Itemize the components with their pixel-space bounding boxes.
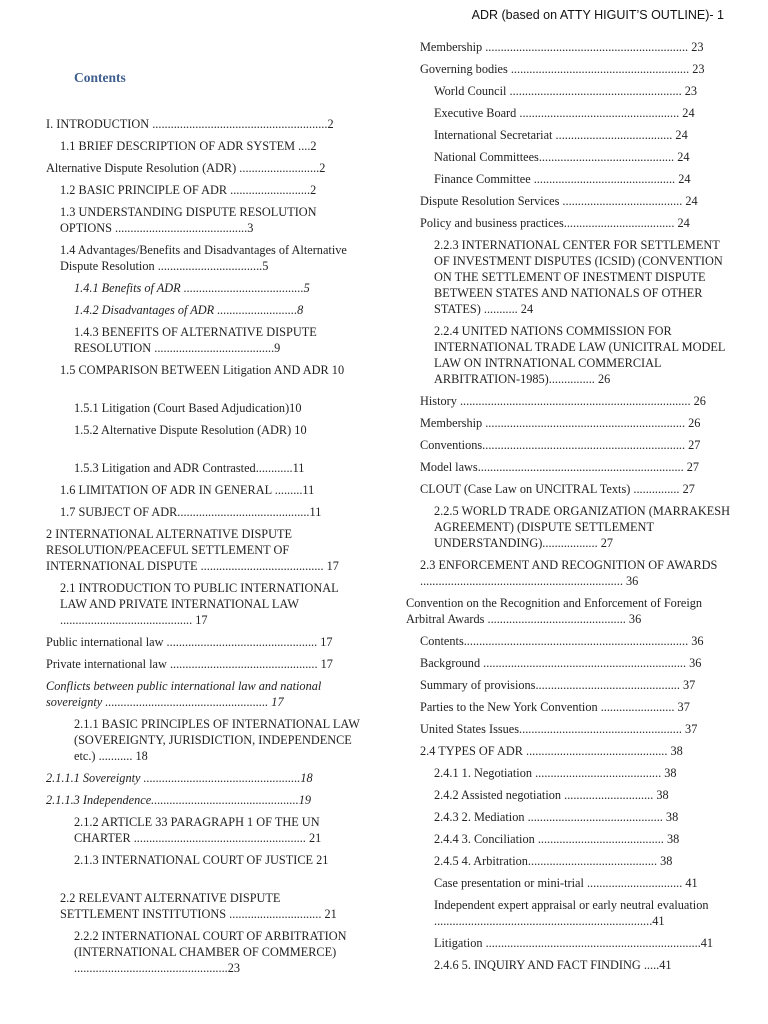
toc-entry[interactable]: Policy and business practices.................................... 24 <box>420 216 690 230</box>
toc-entry[interactable]: 2.4 TYPES OF ADR .............................................. 38 <box>420 744 683 758</box>
toc-entry[interactable]: Membership ................................................................. 26 <box>420 416 701 430</box>
toc-entry[interactable]: 1.5.1 Litigation (Court Based Adjudication)10 <box>74 401 302 415</box>
toc-entry[interactable]: 2.2.5 WORLD TRADE ORGANIZATION (MARRAKESH AGREEMENT) (DISPUTE SETTLEMENT UNDERSTANDING).................. 27 <box>434 504 731 550</box>
toc-entry[interactable]: 1.6 LIMITATION OF ADR IN GENERAL .........11 <box>60 483 315 497</box>
toc-entry[interactable]: Parties to the New York Convention ........................ 37 <box>420 700 690 714</box>
toc-entry[interactable]: 1.4.3 BENEFITS OF ALTERNATIVE DISPUTE RESOLUTION .......................................9 <box>74 325 317 355</box>
toc-entry[interactable]: 2.1.1.1 Sovereignty ...................................................18 <box>46 771 313 785</box>
toc-entry[interactable]: 2.2.3 INTERNATIONAL CENTER FOR SETTLEMENT OF INVESTMENT DISPUTES (ICSID) (CONVENTION ON THE SETTLEMENT OF INESTMENT DISPUTE BETWEEN STATES AND NATIONALS OF OTHER STATES) ........... 24 <box>434 238 723 316</box>
toc-entry[interactable]: 2.1 INTRODUCTION TO PUBLIC INTERNATIONAL LAW AND PRIVATE INTERNATIONAL LAW ........................................... 17 <box>60 581 339 627</box>
toc-entry[interactable]: Dispute Resolution Services ....................................... 24 <box>420 194 698 208</box>
toc-entry[interactable]: 1.4.2 Disadvantages of ADR ..........................8 <box>74 303 304 317</box>
toc-entry[interactable]: 1.5 COMPARISON BETWEEN Litigation AND ADR 10 <box>60 363 345 377</box>
toc-entry[interactable]: Executive Board .................................................... 24 <box>434 106 695 120</box>
toc-entry[interactable]: History ........................................................................... 26 <box>420 394 706 408</box>
toc-entry[interactable]: United States Issues..................................................... 37 <box>420 722 698 736</box>
toc-entry[interactable]: 2.1.3 INTERNATIONAL COURT OF JUSTICE 21 <box>74 853 329 867</box>
toc-entry[interactable]: 2.4.4 3. Conciliation ......................................... 38 <box>434 832 680 846</box>
toc-entry[interactable]: 2.3 ENFORCEMENT AND RECOGNITION OF AWARDS .................................................................. 36 <box>420 558 718 588</box>
toc-entry[interactable]: Finance Committee .............................................. 24 <box>434 172 691 186</box>
toc-entry[interactable]: Convention on the Recognition and Enforcement of Foreign Arbitral Awards ............................................. 36 <box>406 596 703 626</box>
toc-entry[interactable]: I. INTRODUCTION .........................................................2 <box>46 117 334 131</box>
toc-entry[interactable]: 2.1.1 BASIC PRINCIPLES OF INTERNATIONAL LAW (SOVEREIGNTY, JURISDICTION, INDEPENDENCE etc.) ........... 18 <box>74 717 360 763</box>
toc-entry[interactable]: Background .................................................................. 36 <box>420 656 702 670</box>
toc-entry[interactable]: 1.5.2 Alternative Dispute Resolution (ADR) 10 <box>74 423 307 437</box>
toc-entry[interactable]: CLOUT (Case Law on UNCITRAL Texts) ............... 27 <box>420 482 695 496</box>
toc-entry[interactable]: National Committees............................................ 24 <box>434 150 690 164</box>
toc-entry[interactable]: Conflicts between public international law and national sovereignty ..................................................... 17 <box>46 679 322 709</box>
toc-entry[interactable]: Independent expert appraisal or early neutral evaluation .......................................................................41 <box>434 898 709 928</box>
toc-entry[interactable]: 2.4.2 Assisted negotiation ............................. 38 <box>434 788 669 802</box>
toc-entry[interactable]: 2 INTERNATIONAL ALTERNATIVE DISPUTE RESOLUTION/PEACEFUL SETTLEMENT OF INTERNATIONAL DISPUTE ........................................ 17 <box>46 527 339 573</box>
toc-entry[interactable]: 1.2 BASIC PRINCIPLE OF ADR ..........................2 <box>60 183 317 197</box>
toc-entry[interactable]: World Council ........................................................ 23 <box>434 84 698 98</box>
toc-entry[interactable]: 2.1.1.3 Independence................................................19 <box>46 793 312 807</box>
toc-entry[interactable]: International Secretariat ...................................... 24 <box>434 128 688 142</box>
page-header: ADR (based on ATTY HIGUIT’S OUTLINE)- 1 <box>471 8 724 22</box>
toc-entry[interactable]: 1.4.1 Benefits of ADR .......................................5 <box>74 281 310 295</box>
toc-entry[interactable]: 2.2.4 UNITED NATIONS COMMISSION FOR INTERNATIONAL TRADE LAW (UNICITRAL MODEL LAW ON INTRNATIONAL COMMERCIAL ARBITRATION-1985)............... 26 <box>434 324 725 386</box>
toc-entry[interactable]: 1.3 UNDERSTANDING DISPUTE RESOLUTION OPTIONS ...........................................3 <box>60 205 317 235</box>
toc-entry[interactable]: 1.4 Advantages/Benefits and Disadvantages of Alternative Dispute Resolution ..................................5 <box>60 243 347 273</box>
toc-entry[interactable]: 1.1 BRIEF DESCRIPTION OF ADR SYSTEM ....2 <box>60 139 317 153</box>
toc-entry[interactable]: Governing bodies .......................................................... 23 <box>420 62 705 76</box>
contents-heading: Contents <box>74 70 126 85</box>
toc-entry[interactable]: Private international law ................................................ 17 <box>46 657 333 671</box>
toc-entry[interactable]: Contents......................................................................... 36 <box>420 634 704 648</box>
toc-entry[interactable]: 2.4.3 2. Mediation ............................................ 38 <box>434 810 679 824</box>
toc-entry[interactable]: 2.2 RELEVANT ALTERNATIVE DISPUTE SETTLEMENT INSTITUTIONS .............................. 21 <box>60 891 337 921</box>
toc-entry[interactable]: Alternative Dispute Resolution (ADR) ..........................2 <box>46 161 326 175</box>
toc-entry[interactable]: Membership .................................................................. 23 <box>420 40 704 54</box>
toc-entry[interactable]: 1.5.3 Litigation and ADR Contrasted............11 <box>74 461 305 475</box>
toc-entry[interactable]: 1.7 SUBJECT OF ADR...........................................11 <box>60 505 322 519</box>
toc-entry[interactable]: Model laws................................................................... 27 <box>420 460 700 474</box>
toc-entry[interactable]: Litigation ......................................................................41 <box>434 936 714 950</box>
toc-entry[interactable]: 2.2.2 INTERNATIONAL COURT OF ARBITRATION (INTERNATIONAL CHAMBER OF COMMERCE) ..................................................23 <box>74 929 347 975</box>
toc-entry[interactable]: Conventions.................................................................. 27 <box>420 438 701 452</box>
toc-entry[interactable]: 2.4.1 1. Negotiation ......................................... 38 <box>434 766 677 780</box>
toc-entry[interactable]: 2.4.6 5. INQUIRY AND FACT FINDING .....41 <box>434 958 672 972</box>
toc-entry[interactable]: Case presentation or mini-trial ............................... 41 <box>434 876 698 890</box>
toc-entry[interactable]: Summary of provisions............................................... 37 <box>420 678 696 692</box>
toc-entry[interactable]: 2.1.2 ARTICLE 33 PARAGRAPH 1 OF THE UN CHARTER ........................................................ 21 <box>74 815 322 845</box>
toc-entry[interactable]: 2.4.5 4. Arbitration.......................................... 38 <box>434 854 673 868</box>
toc-entry[interactable]: Public international law ................................................. 17 <box>46 635 333 649</box>
